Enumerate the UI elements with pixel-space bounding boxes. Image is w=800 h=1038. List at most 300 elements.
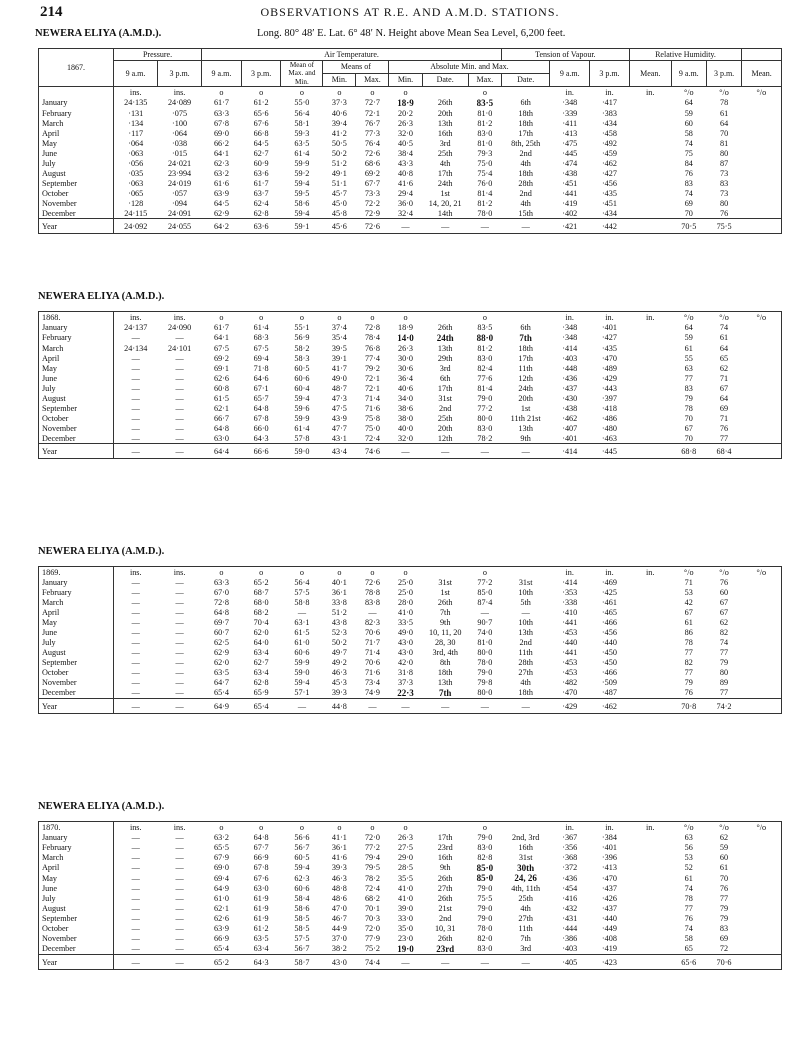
cell-value: 2nd (439, 914, 452, 924)
cell-value: 1st (440, 188, 450, 198)
cell-value: 60·6 (294, 648, 310, 658)
table-row (39, 884, 782, 894)
cell-value: 26·3 (397, 118, 413, 128)
month-label: December (42, 688, 76, 698)
unit-label: in. (565, 567, 574, 577)
cell-value (629, 148, 671, 158)
cell-value: 14·0 (397, 333, 414, 343)
cell-value: 72·9 (364, 208, 380, 218)
month-label: October (42, 188, 69, 198)
cell-value: ·419 (562, 198, 578, 208)
cell-value: 72·8 (364, 323, 380, 333)
cell-value: 62·7 (253, 148, 269, 158)
col-tension-3pm: 3 p.m. (590, 61, 630, 87)
cell-value: 20th (518, 393, 533, 403)
cell-value: ·348 (562, 323, 578, 333)
table-row (39, 863, 782, 873)
cell-value: 49·2 (331, 658, 347, 668)
cell-value: 41·0 (398, 608, 414, 618)
cell-value: ·427 (601, 333, 617, 343)
cell-value: — (368, 608, 377, 618)
cell-value: 27th (518, 914, 533, 924)
cell-value: 10, 11, 20 (428, 628, 462, 638)
cell-value: ·348 (562, 98, 578, 108)
cell-value: 78·4 (364, 333, 380, 343)
cell-value (742, 904, 782, 914)
cell-value: 66·0 (253, 423, 269, 433)
cell-value: — (175, 853, 184, 863)
unit-label: o (299, 312, 304, 322)
cell-value: 43·1 (331, 433, 347, 443)
cell-value: 61·2 (253, 98, 269, 108)
table-row (39, 363, 782, 373)
cell-value: 46·3 (331, 668, 347, 678)
cell-value: 81 (719, 138, 729, 148)
cell-value: 45·3 (331, 678, 347, 688)
cell-value: — (113, 598, 157, 608)
summary-value (629, 444, 671, 459)
unit-label: o (370, 312, 375, 322)
unit-label: in. (605, 822, 614, 832)
cell-value: 40·6 (331, 108, 347, 118)
summary-value (742, 955, 782, 970)
cell-value: 68·3 (253, 333, 269, 343)
cell-value: 66·9 (253, 853, 269, 863)
cell-value: 37·4 (331, 323, 347, 333)
cell-value: 78·0 (477, 208, 493, 218)
cell-value (629, 118, 671, 128)
cell-value: ·413 (562, 128, 578, 138)
year-summary-row (39, 444, 782, 459)
cell-value (629, 904, 671, 914)
cell-value: 37·0 (331, 934, 347, 944)
cell-value: 69 (719, 934, 729, 944)
table-row (39, 688, 782, 699)
cell-value: 63·5 (253, 934, 269, 944)
unit-label: in. (605, 567, 614, 577)
cell-value: 80 (719, 148, 729, 158)
cell-value: 79 (719, 914, 729, 924)
cell-value: 79·0 (477, 884, 493, 894)
cell-value: 71 (719, 373, 729, 383)
cell-value: 69·0 (213, 128, 229, 138)
cell-value: 77 (719, 433, 729, 443)
year-summary-row (39, 955, 782, 970)
cell-value: 24·021 (167, 158, 192, 168)
table-row (39, 343, 782, 353)
col-air-temperature: Air Temperature. (202, 49, 502, 61)
cell-value: 61 (719, 108, 729, 118)
cell-value: — (113, 853, 157, 863)
cell-value: 17th (518, 353, 533, 363)
summary-value: 43·4 (323, 444, 356, 459)
month-label: June (42, 884, 58, 894)
cell-value: 30·0 (398, 353, 414, 363)
cell-value: ·401 (601, 323, 617, 333)
unit-label: in. (565, 87, 574, 97)
unit-label: o (299, 87, 304, 97)
cell-value: 25th (437, 148, 453, 158)
table-row (39, 588, 782, 598)
month-label: November (42, 198, 77, 208)
summary-value: — (389, 444, 422, 459)
cell-value: 6th (520, 323, 531, 333)
summary-value: — (501, 444, 550, 459)
cell-value: ·414 (562, 578, 578, 588)
cell-value: 77 (719, 688, 729, 698)
cell-value: 39·3 (331, 863, 347, 873)
cell-value: — (113, 658, 157, 668)
cell-value: 40·6 (398, 383, 414, 393)
cell-value: 59 (719, 843, 729, 853)
cell-value: ·462 (562, 413, 578, 423)
cell-value: ·367 (562, 833, 578, 843)
cell-value: 83·5 (476, 98, 494, 109)
cell-value: 28th (518, 178, 533, 188)
cell-value: 66·9 (213, 934, 229, 944)
cell-value: — (175, 628, 184, 638)
cell-value: 78 (684, 894, 693, 904)
cell-value: 59·4 (294, 863, 310, 873)
cell-value: 71·4 (364, 393, 380, 403)
table-row (39, 843, 782, 853)
cell-value: 4th (520, 158, 531, 168)
unit-label: o (370, 87, 375, 97)
cell-value (742, 98, 782, 108)
observation-table (38, 48, 782, 234)
unit-label (501, 822, 550, 834)
cell-value: 79·4 (364, 853, 380, 863)
cell-value: 71 (719, 413, 729, 423)
unit-label (422, 312, 468, 324)
cell-value: 64·8 (253, 403, 269, 413)
unit-label: in. (565, 822, 574, 832)
cell-value: 61·2 (253, 924, 269, 934)
cell-value: ·441 (562, 618, 578, 628)
cell-value: ·431 (562, 914, 578, 924)
cell-value: — (113, 638, 157, 648)
cell-value: ·458 (601, 128, 617, 138)
month-label: November (42, 423, 77, 433)
cell-value: 77·2 (364, 843, 380, 853)
cell-value: 78·0 (477, 658, 493, 668)
cell-value: 35·5 (398, 873, 414, 883)
cell-value: 70 (719, 873, 729, 883)
cell-value: ·459 (601, 148, 617, 158)
cell-value: 24th (436, 333, 454, 343)
cell-value (629, 353, 671, 363)
summary-value: — (113, 444, 157, 459)
col-pressure: Pressure. (113, 49, 201, 61)
cell-value: 81·0 (477, 108, 493, 118)
summary-value: — (389, 955, 422, 970)
table-row (39, 138, 782, 148)
cell-value: 40·8 (397, 168, 413, 178)
cell-value: 72·4 (364, 884, 380, 894)
cell-value (742, 688, 782, 699)
cell-value: 17th (437, 833, 453, 843)
cell-value: ·015 (172, 148, 188, 158)
cell-value: 62·3 (294, 873, 310, 883)
month-label: December (42, 944, 76, 954)
summary-value: — (422, 955, 468, 970)
cell-value (629, 853, 671, 863)
month-label: April (42, 863, 60, 873)
cell-value: 4th (439, 158, 451, 168)
cell-value: 19·0 (397, 943, 414, 954)
cell-value (629, 873, 671, 883)
unit-label: °/o (683, 567, 694, 577)
cell-value (742, 608, 782, 618)
cell-value (629, 884, 671, 894)
cell-value: 67·6 (253, 873, 269, 883)
cell-value: 78·0 (477, 924, 493, 934)
cell-value: 9th (439, 863, 451, 873)
cell-value: 39·1 (331, 353, 347, 363)
cell-value: 63·4 (253, 668, 269, 678)
cell-value: ·064 (172, 128, 188, 138)
cell-value: 69 (719, 403, 729, 413)
cell-value (742, 208, 782, 219)
col-humidity-3pm: 3 p.m. (706, 61, 741, 87)
page-number: 214 (40, 4, 63, 20)
cell-value: — (521, 608, 530, 618)
month-label: August (42, 168, 66, 178)
cell-value: 31st (438, 578, 453, 588)
year-summary-row (39, 699, 782, 714)
cell-value: ·482 (562, 678, 578, 688)
cell-value: 36·1 (331, 588, 347, 598)
unit-label: o (370, 567, 375, 577)
cell-value: 29th (437, 353, 453, 363)
cell-value: 59·3 (294, 128, 310, 138)
cell-value: 43·9 (331, 413, 347, 423)
cell-value: 59·0 (294, 668, 310, 678)
cell-value (742, 934, 782, 944)
unit-label (501, 87, 549, 99)
unit-label: in. (646, 87, 655, 97)
unit-label: o (299, 822, 304, 832)
cell-value: 17th (437, 168, 453, 178)
cell-value: 39·4 (331, 118, 347, 128)
unit-label: o (259, 567, 264, 577)
table-row (39, 108, 782, 118)
cell-value: — (113, 863, 157, 873)
cell-value: ·430 (562, 393, 578, 403)
cell-value: 79·3 (477, 148, 493, 158)
cell-value: — (175, 578, 184, 588)
cell-value: 55 (684, 353, 693, 363)
table-row (39, 853, 782, 863)
cell-value: 57·5 (294, 588, 310, 598)
summary-value: — (468, 955, 501, 970)
col-relative-humidity: Relative Humidity. (629, 49, 741, 61)
cell-value: 58·5 (294, 924, 310, 934)
cell-value: ·440 (562, 638, 578, 648)
cell-value (742, 353, 782, 363)
month-label: February (42, 843, 72, 853)
cell-value: 78 (684, 638, 693, 648)
cell-value: 55·0 (294, 98, 310, 108)
cell-value (742, 148, 782, 158)
cell-value: 77 (719, 648, 729, 658)
cell-value: 62 (719, 363, 729, 373)
cell-value (629, 588, 671, 598)
cell-value: ·419 (601, 944, 617, 954)
cell-value: 1st (440, 588, 450, 598)
unit-label: °/o (719, 822, 729, 832)
cell-value: 2nd (439, 403, 452, 413)
cell-value: 71·6 (364, 403, 380, 413)
cell-value: 2nd (519, 638, 532, 648)
cell-value: 64 (684, 98, 693, 108)
cell-value: 38·6 (398, 403, 414, 413)
cell-value: — (175, 894, 184, 904)
cell-value: — (175, 393, 184, 403)
unit-label: o (482, 567, 487, 577)
cell-value: 59·2 (294, 168, 310, 178)
cell-value: 77·9 (364, 934, 380, 944)
cell-value (629, 638, 671, 648)
summary-value: ·462 (590, 699, 630, 714)
cell-value: 62·8 (253, 678, 269, 688)
cell-value (742, 363, 782, 373)
cell-value: 72·1 (364, 108, 380, 118)
cell-value: 70·6 (364, 628, 380, 638)
cell-value: ·509 (601, 678, 617, 688)
cell-value: 40·0 (398, 423, 414, 433)
unit-label: ins. (173, 87, 186, 97)
cell-value: ·372 (562, 863, 578, 873)
cell-value: 27th (518, 668, 533, 678)
cell-value: 46·3 (331, 873, 347, 883)
cell-value: — (113, 668, 157, 678)
cell-value (742, 944, 782, 955)
cell-value: 72·6 (364, 578, 380, 588)
cell-value: 70 (719, 128, 729, 138)
cell-value (629, 578, 671, 588)
cell-value: ·063 (113, 148, 157, 158)
summary-value: — (468, 444, 501, 459)
summary-value: 74·6 (356, 444, 389, 459)
cell-value: 17th (518, 128, 533, 138)
cell-value: 13th (437, 678, 453, 688)
month-label: January (42, 98, 68, 108)
cell-value (742, 658, 782, 668)
summary-value: ·405 (550, 955, 590, 970)
cell-value: 61 (719, 333, 729, 343)
cell-value (629, 894, 671, 904)
cell-value: 72·1 (364, 383, 380, 393)
cell-value: 50·5 (331, 138, 347, 148)
month-label: June (42, 373, 58, 383)
cell-value: — (113, 608, 157, 618)
cell-value: 37·3 (331, 98, 347, 108)
cell-value: 62·0 (213, 658, 229, 668)
cell-value (629, 323, 671, 333)
unit-label: o (337, 87, 342, 97)
cell-value: 70 (684, 433, 693, 443)
cell-value (742, 118, 782, 128)
col-sub-max-1: Max. (356, 74, 389, 87)
cell-value (742, 343, 782, 353)
cell-value: 29·0 (398, 853, 414, 863)
cell-value (742, 873, 782, 883)
cell-value: 59·4 (294, 208, 310, 218)
cell-value: 45·0 (331, 198, 347, 208)
month-label: September (42, 178, 78, 188)
table-row (39, 323, 782, 333)
cell-value: — (113, 628, 157, 638)
unit-label: °/o (756, 312, 767, 322)
cell-value: 61·9 (253, 904, 269, 914)
table-row (39, 188, 782, 198)
cell-value: — (175, 863, 184, 873)
cell-value: 85·0 (476, 863, 494, 873)
cell-value: 57·5 (294, 934, 310, 944)
year-label: 1868. (42, 312, 61, 322)
cell-value: — (113, 894, 157, 904)
summary-value: 65·6 (671, 955, 706, 970)
cell-value: 18th (437, 668, 453, 678)
cell-value (629, 363, 671, 373)
cell-value: 63 (684, 833, 693, 843)
cell-value: 11th 21st (510, 413, 541, 423)
cell-value: 10, 31 (434, 924, 456, 934)
cell-value (629, 188, 671, 198)
cell-value: 72·0 (364, 833, 380, 843)
cell-value: 3rd (439, 363, 451, 373)
cell-value: ·436 (562, 873, 578, 883)
cell-value: 26th (437, 934, 453, 944)
summary-value: — (422, 219, 468, 234)
cell-value: 16th (437, 128, 453, 138)
cell-value: 60·9 (253, 158, 269, 168)
cell-value: 13th (437, 343, 453, 353)
unit-label: ins. (113, 87, 157, 99)
cell-value: 36·1 (331, 843, 347, 853)
unit-label: in. (645, 822, 655, 832)
unit-label: o (482, 822, 487, 832)
summary-value: — (113, 955, 157, 970)
cell-value: 11th (518, 924, 533, 934)
cell-value: 59·9 (294, 158, 310, 168)
cell-value: ·436 (562, 373, 578, 383)
cell-value: 21st (438, 904, 453, 914)
cell-value: — (175, 333, 184, 343)
cell-value: 63·7 (253, 188, 269, 198)
cell-value: 12th (518, 373, 533, 383)
cell-value: 12th (437, 433, 453, 443)
cell-value: ·100 (172, 118, 188, 128)
cell-value (629, 944, 671, 955)
month-label: November (42, 678, 77, 688)
cell-value: 79·0 (477, 914, 493, 924)
cell-value: 67·5 (213, 343, 229, 353)
cell-value: 32·0 (398, 433, 414, 443)
cell-value: ·035 (113, 168, 157, 178)
cell-value: 63 (684, 363, 693, 373)
cell-value: 62·3 (213, 158, 229, 168)
cell-value: 64·0 (253, 638, 269, 648)
cell-value: 73·4 (364, 678, 380, 688)
cell-value: 56·9 (294, 333, 310, 343)
summary-label: Year (39, 219, 114, 234)
cell-value: 36·4 (398, 373, 414, 383)
cell-value: — (113, 924, 157, 934)
cell-value: 4th (520, 678, 531, 688)
cell-value: 57·8 (294, 433, 310, 443)
